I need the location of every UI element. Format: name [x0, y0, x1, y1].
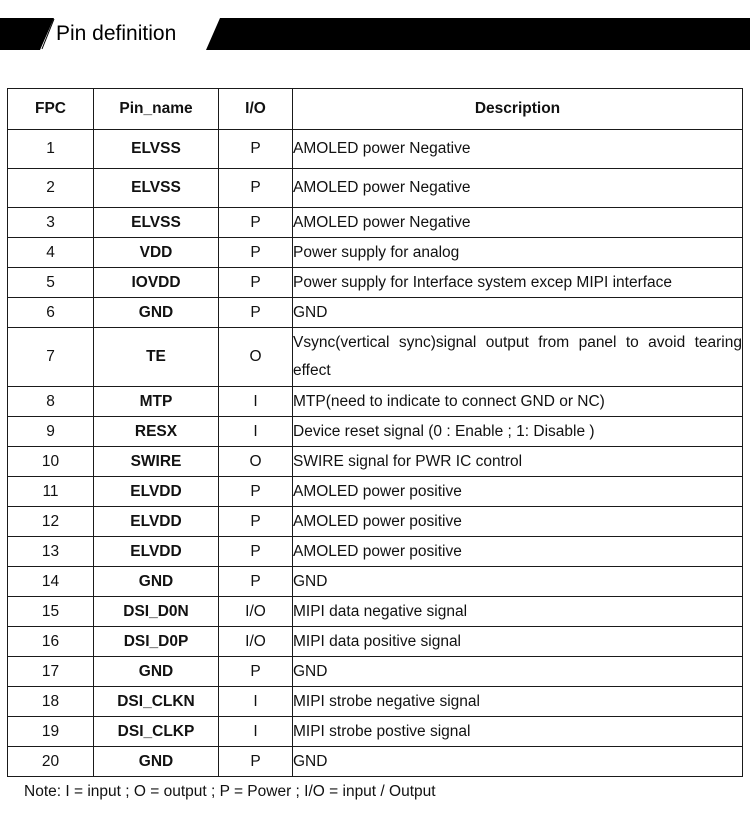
io-cell: P	[219, 298, 293, 328]
fpc-cell: 1	[8, 130, 94, 169]
io-cell: P	[219, 130, 293, 169]
table-row	[8, 627, 743, 657]
table-row	[8, 417, 743, 447]
table-row	[8, 687, 743, 717]
description-cell: Device reset signal (0 : Enable ; 1: Disable )	[293, 417, 743, 447]
table-header-row	[8, 89, 743, 130]
description-cell: MIPI strobe postive signal	[293, 717, 743, 747]
io-cell: P	[219, 507, 293, 537]
fpc-cell: 10	[8, 447, 94, 477]
io-cell: P	[219, 477, 293, 507]
fpc-cell: 15	[8, 597, 94, 627]
table-row	[8, 447, 743, 477]
description-cell: AMOLED power Negative	[293, 130, 743, 169]
table-row	[8, 238, 743, 268]
io-cell: P	[219, 657, 293, 687]
pin-name-cell: ELVDD	[94, 477, 219, 507]
io-cell: I	[219, 417, 293, 447]
fpc-cell: 6	[8, 298, 94, 328]
pin-name-cell: ELVSS	[94, 169, 219, 208]
table-row	[8, 657, 743, 687]
fpc-cell: 16	[8, 627, 94, 657]
description-cell: AMOLED power positive	[293, 507, 743, 537]
description-cell: MIPI data negative signal	[293, 597, 743, 627]
pin-name-cell: RESX	[94, 417, 219, 447]
io-cell: P	[219, 268, 293, 298]
io-cell: P	[219, 169, 293, 208]
table-row	[8, 298, 743, 328]
pin-name-cell: VDD	[94, 238, 219, 268]
description-cell: AMOLED power positive	[293, 477, 743, 507]
pin-name-cell: ELVSS	[94, 130, 219, 169]
table-row	[8, 747, 743, 777]
description-cell: MIPI data positive signal	[293, 627, 743, 657]
table-row	[8, 537, 743, 567]
table-row	[8, 507, 743, 537]
io-cell: O	[219, 328, 293, 387]
description-cell: GND	[293, 747, 743, 777]
fpc-cell: 17	[8, 657, 94, 687]
fpc-cell: 19	[8, 717, 94, 747]
page-title: Pin definition	[56, 22, 177, 45]
pin-name-cell: GND	[94, 567, 219, 597]
table-row	[8, 597, 743, 627]
pin-name-cell: ELVDD	[94, 507, 219, 537]
io-cell: I	[219, 387, 293, 417]
pin-definition-table	[7, 88, 743, 777]
table-row	[8, 130, 743, 169]
column-header-io: I/O	[219, 89, 293, 130]
table-row	[8, 387, 743, 417]
description-cell: SWIRE signal for PWR IC control	[293, 447, 743, 477]
io-cell: O	[219, 447, 293, 477]
table-row	[8, 268, 743, 298]
io-cell: I	[219, 717, 293, 747]
description-cell: AMOLED power positive	[293, 537, 743, 567]
description-cell: GND	[293, 567, 743, 597]
io-cell: P	[219, 747, 293, 777]
pin-name-cell: GND	[94, 298, 219, 328]
fpc-cell: 20	[8, 747, 94, 777]
pin-name-cell: IOVDD	[94, 268, 219, 298]
pin-name-cell: GND	[94, 747, 219, 777]
table-row	[8, 477, 743, 507]
table-row	[8, 169, 743, 208]
fpc-cell: 5	[8, 268, 94, 298]
pin-name-cell: ELVDD	[94, 537, 219, 567]
pin-name-cell: MTP	[94, 387, 219, 417]
column-header-fpc: FPC	[8, 89, 94, 130]
pin-name-cell: DSI_D0N	[94, 597, 219, 627]
fpc-cell: 14	[8, 567, 94, 597]
io-cell: P	[219, 238, 293, 268]
table-row	[8, 208, 743, 238]
fpc-cell: 3	[8, 208, 94, 238]
fpc-cell: 11	[8, 477, 94, 507]
pin-name-cell: DSI_CLKP	[94, 717, 219, 747]
description-cell: MIPI strobe negative signal	[293, 687, 743, 717]
pin-name-cell: TE	[94, 328, 219, 387]
table-row	[8, 328, 743, 387]
description-cell: AMOLED power Negative	[293, 208, 743, 238]
fpc-cell: 13	[8, 537, 94, 567]
io-cell: I	[219, 687, 293, 717]
io-cell: P	[219, 567, 293, 597]
io-cell: P	[219, 208, 293, 238]
pin-name-cell: ELVSS	[94, 208, 219, 238]
description-cell: Power supply for Interface system excep MIPI interface	[293, 268, 743, 298]
io-cell: P	[219, 537, 293, 567]
pin-name-cell: GND	[94, 657, 219, 687]
fpc-cell: 4	[8, 238, 94, 268]
column-header-pin-name: Pin_name	[94, 89, 219, 130]
fpc-cell: 8	[8, 387, 94, 417]
fpc-cell: 9	[8, 417, 94, 447]
pin-name-cell: DSI_D0P	[94, 627, 219, 657]
legend-note: Note: I = input ; O = output ; P = Power ; I/O = input / Output	[24, 783, 436, 800]
description-cell: Power supply for analog	[293, 238, 743, 268]
description-cell: GND	[293, 298, 743, 328]
fpc-cell: 7	[8, 328, 94, 387]
pin-name-cell: DSI_CLKN	[94, 687, 219, 717]
table-row	[8, 717, 743, 747]
column-header-description: Description	[293, 89, 743, 130]
table-body	[8, 130, 743, 777]
description-cell: GND	[293, 657, 743, 687]
fpc-cell: 12	[8, 507, 94, 537]
fpc-cell: 2	[8, 169, 94, 208]
io-cell: I/O	[219, 627, 293, 657]
fpc-cell: 18	[8, 687, 94, 717]
io-cell: I/O	[219, 597, 293, 627]
table-row	[8, 567, 743, 597]
description-cell: Vsync(vertical sync)signal output from panel to avoid tearing effect	[293, 328, 743, 387]
pin-name-cell: SWIRE	[94, 447, 219, 477]
description-cell: AMOLED power Negative	[293, 169, 743, 208]
description-cell: MTP(need to indicate to connect GND or NC)	[293, 387, 743, 417]
